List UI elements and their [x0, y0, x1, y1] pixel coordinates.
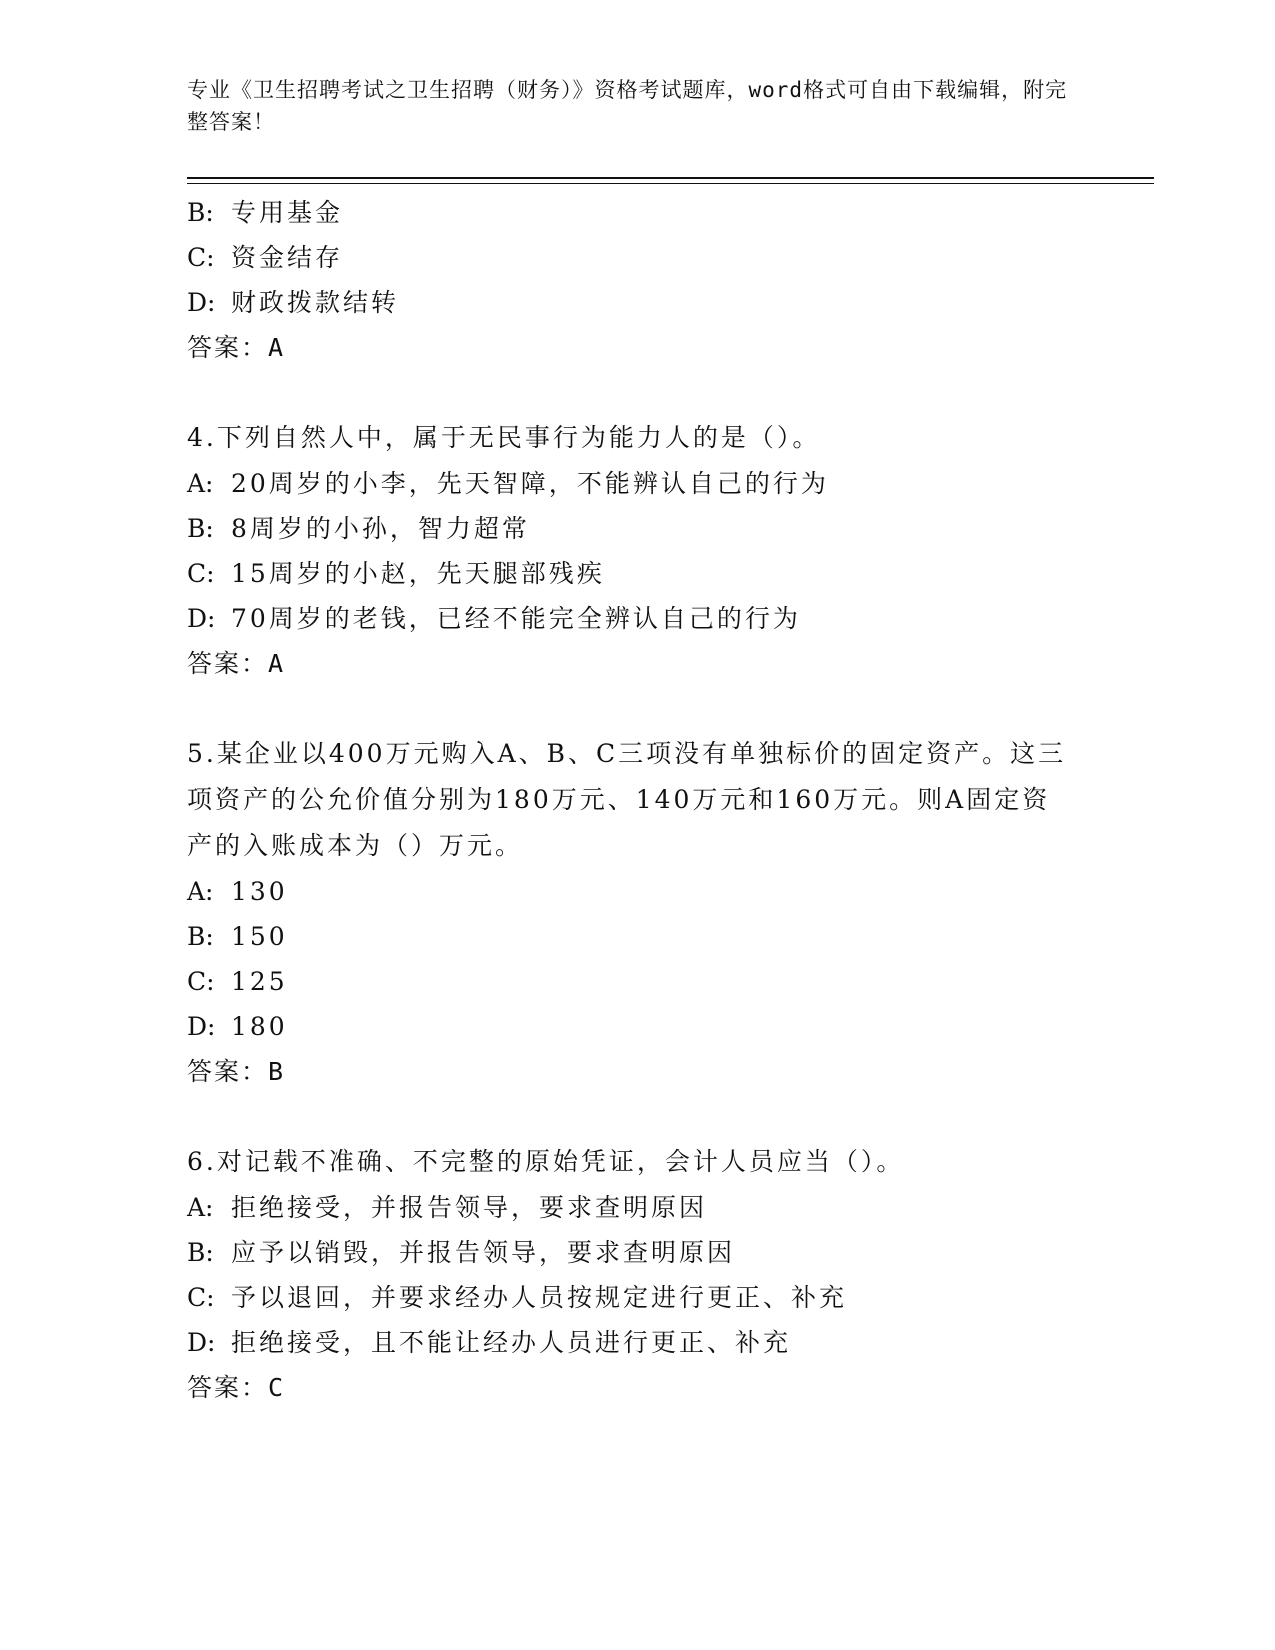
option-c: C: 资金结存 [187, 243, 344, 272]
question-6 [187, 1139, 1087, 1410]
question-stem: 6.对记载不准确、不完整的原始凭证，会计人员应当（）。 [187, 1147, 905, 1176]
option-b: B: 应予以销毁，并报告领导，要求查明原因 [187, 1238, 736, 1267]
question-stem: 4.下列自然人中，属于无民事行为能力人的是（）。 [187, 423, 821, 452]
question-list [187, 190, 1087, 1410]
question-4 [187, 415, 1087, 686]
option-a: A: 130 [187, 877, 288, 906]
header-rule-thin [187, 183, 1154, 184]
option-b: B: 8周岁的小孙，智力超常 [187, 514, 530, 543]
option-d: D: 70周岁的老钱，已经不能完全辨认自己的行为 [187, 604, 801, 633]
option-a: A: 20周岁的小李，先天智障，不能辨认自己的行为 [187, 469, 829, 498]
option-a: A: 拒绝接受，并报告领导，要求查明原因 [187, 1193, 708, 1222]
question-5 [187, 731, 1087, 1094]
option-d: D: 180 [187, 1012, 288, 1041]
document-header: 专业《卫生招聘考试之卫生招聘（财务）》资格考试题库，word格式可自由下载编辑，附完整答案！ [187, 78, 1068, 134]
option-d: D: 拒绝接受，且不能让经办人员进行更正、补充 [187, 1328, 792, 1357]
option-b: B: 专用基金 [187, 198, 344, 227]
option-c: C: 予以退回，并要求经办人员按规定进行更正、补充 [187, 1283, 848, 1312]
option-d: D: 财政拨款结转 [187, 288, 400, 317]
option-c: C: 15周岁的小赵，先天腿部残疾 [187, 559, 605, 588]
prev-question [187, 190, 1087, 370]
answer-line: 答案：A [187, 333, 286, 362]
answer-line: 答案：B [187, 1057, 286, 1086]
answer-line: 答案：A [187, 649, 286, 678]
answer-line: 答案：C [187, 1373, 286, 1402]
option-b: B: 150 [187, 922, 288, 951]
question-stem: 5.某企业以400万元购入A、B、C三项没有单独标价的固定资产。这三项资产的公允价值分别为180万元、140万元和160万元。则A固定资产的入账成本为（）万元。 [187, 739, 1067, 860]
header-rule-thick [187, 177, 1154, 179]
option-c: C: 125 [187, 967, 288, 996]
